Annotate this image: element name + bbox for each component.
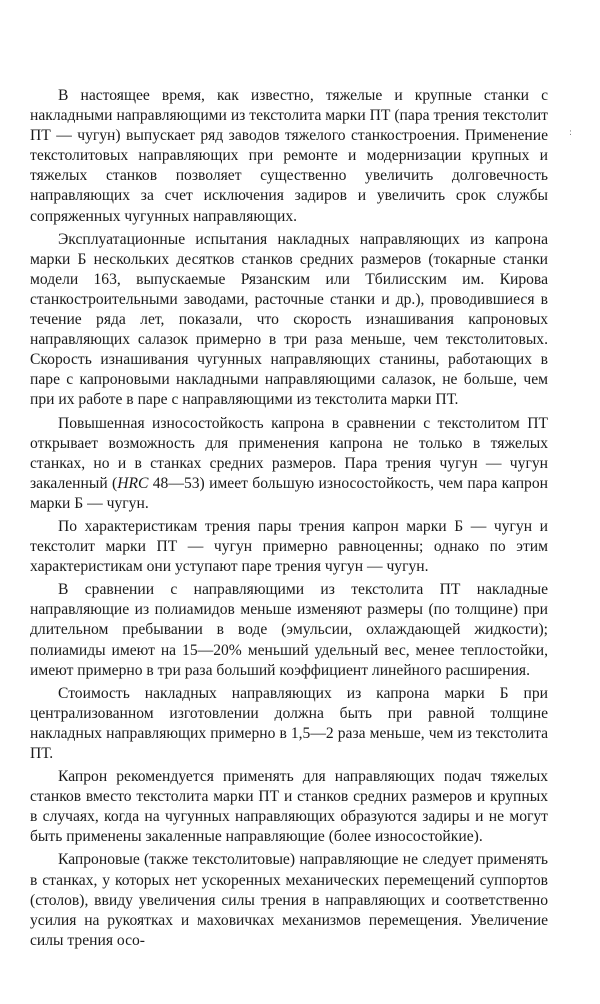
paragraph-3 [30,414,548,514]
paragraph-1: В настоящее время, как известно, тяжелые и крупные станки с накладными направляющими из текстолита марки ПТ (пара трения текстолит ПТ — чугун) выпускает ряд заводов тяжелого станкостроения. Применение текстолитовых направляющих при ремонте и модернизации крупных и тяжелых станков позволяет существенно увеличить долговечность направляющих за счет исключения задиров и увеличить срок службы сопряженных чугунных направляющих. [30,87,548,225]
paragraph-3-part-1: Повышенная износостойкость капрона в сравнении с текстолитом ПТ открывает возможность для применения капрона не только в тяжелых станках, но и в станках средних размеров. Пара трения чугун — чугун закаленный ( [30,414,548,492]
paragraph-5: В сравнении с направляющими из текстолита ПТ накладные направляющие из полиамидов меньше изменяют размеры (по толщине) при длительном пребывании в воде (эмульсии, охлаждающей жидкости); полиамиды имеют на 15—20% меньший удельный вес, менее теплостойки, имеют примерно в три раза больший коэффициент линейного расширения. [30,581,548,679]
paragraph-3-part-2: 48—53) имеет большую износостойкость, чем пара капрон марки Б — чугун. [30,474,548,512]
paragraph-4: По характеристикам трения пары трения капрон марки Б — чугун и текстолит марки ПТ — чугун примерно равноценны; однако по этим характеристикам они уступают паре трения чугун — чугун. [30,517,548,576]
hrc-symbol: HRC [117,474,149,492]
page-text [30,86,548,951]
paragraph-8: Капроновые (также текстолитовые) направляющие не следует применять в станках, у которых нет ускоренных механических перемещений суппортов (столов), ввиду увеличения силы трения в направляющих и соответственно усилия на рукоятках и маховичках механизмов перемещения. Увеличение силы трения осо- [30,851,548,949]
paragraph-6: Стоимость накладных направляющих из капрона марки Б при централизованном изготовлении должна быть при равной толщине накладных направляющих примерно в 1,5—2 раза меньше, чем из текстолита ПТ. [30,684,548,762]
paragraph-2: Эксплуатационные испытания накладных направляющих из капрона марки Б нескольких десятков станков средних размеров (токарные станки модели 163, выпускаемые Рязанским или Тбилисским им. Кирова станкостроительными заводами, расточные станки и др.), проводившиеся в течение ряда лет, показали, что скорость изнашивания капроновых направляющих салазок примерно в три раза меньше, чем текстолитовых. Скорость изнашивания чугунных направляющих станины, работающих в паре с капроновыми накладными направляющими салазок, не больше, чем при их работе в паре с направляющими из текстолита марки ПТ. [30,230,548,409]
paragraph-7: Капрон рекомендуется применять для направляющих подач тяжелых станков вместо текстолита марки ПТ и станков средних размеров и крупных в случаях, когда на чугунных направляющих образуются задиры и не могут быть применены закаленные направляющие (более износостойкие). [30,768,548,846]
margin-mark: : [569,128,573,138]
